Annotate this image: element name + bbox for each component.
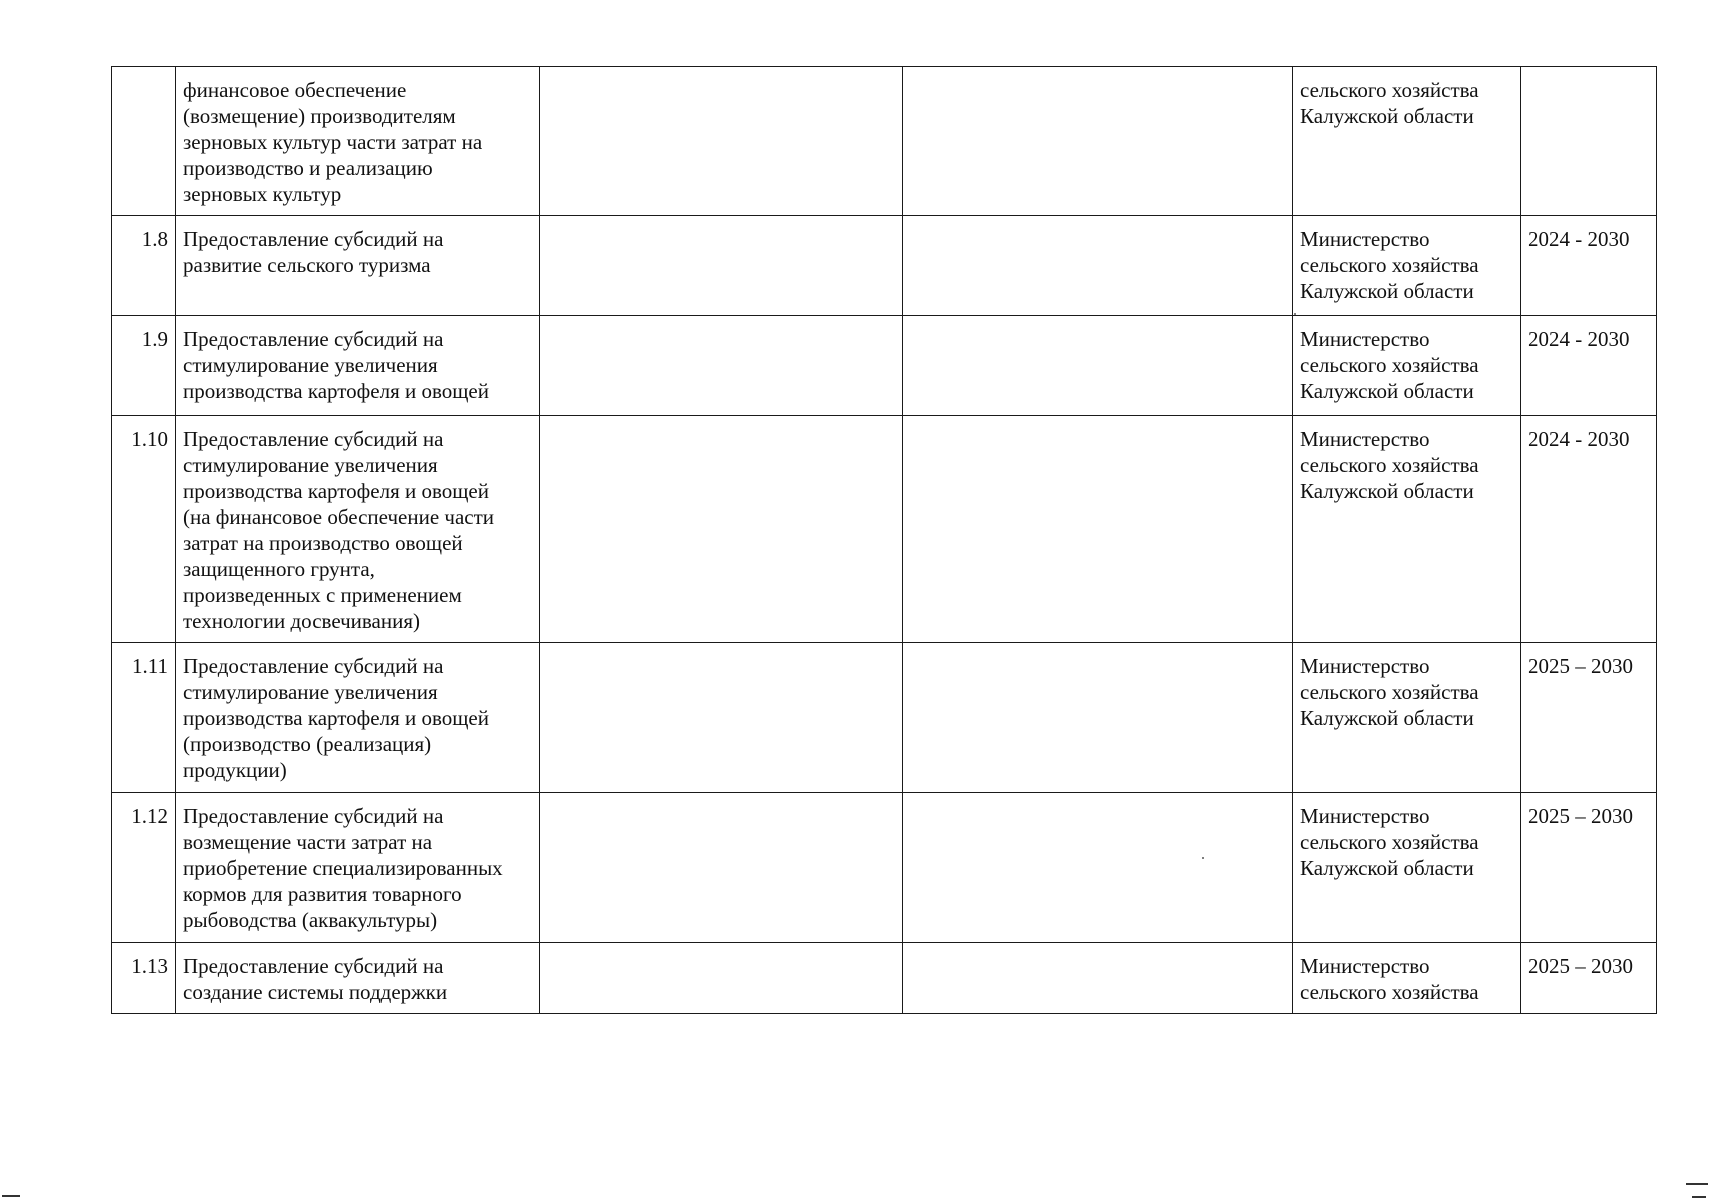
empty-cell (540, 316, 903, 416)
table-row (112, 216, 1657, 316)
executor-cell (1293, 316, 1521, 416)
measure-name-cell (176, 416, 540, 643)
executor-cell (1293, 643, 1521, 793)
executor-name: Министерство сельского хозяйства Калужской области (1300, 654, 1479, 730)
executor-name: Министерство сельского хозяйства Калужской области (1300, 327, 1479, 403)
measure-name-cell (176, 943, 540, 1014)
empty-cell (540, 67, 903, 216)
table-row (112, 316, 1657, 416)
executor-cell (1293, 793, 1521, 943)
implementation-period: 2024 - 2030 (1528, 327, 1630, 351)
executor-name: Министерство сельского хозяйства Калужской области (1300, 427, 1479, 503)
table-row (112, 643, 1657, 793)
period-cell (1521, 643, 1657, 793)
table-row (112, 67, 1657, 216)
executor-cell (1293, 943, 1521, 1014)
measure-name: Предоставление субсидий на создание системы поддержки (183, 954, 448, 1004)
measure-name: Предоставление субсидий на развитие сельского туризма (183, 227, 444, 277)
measure-name: финансовое обеспечение (возмещение) производителям зерновых культур части затрат на производство и реализацию зерновых культур (183, 78, 483, 206)
measure-name: Предоставление субсидий на возмещение части затрат на приобретение специализированных кормов для развития товарного рыбоводства (аквакультуры) (183, 804, 503, 932)
implementation-period: 2024 - 2030 (1528, 427, 1630, 451)
empty-cell (540, 793, 903, 943)
empty-cell (540, 416, 903, 643)
executor-name: Министерство сельского хозяйства Калужской области (1300, 804, 1479, 880)
implementation-period: 2024 - 2030 (1528, 227, 1630, 251)
empty-cell (903, 793, 1293, 943)
measure-name-cell (176, 316, 540, 416)
row-number: 1.10 (131, 427, 168, 451)
period-cell (1521, 67, 1657, 216)
row-number-cell (112, 67, 176, 216)
period-cell (1521, 316, 1657, 416)
scan-speck (1202, 857, 1204, 859)
measure-name-cell (176, 67, 540, 216)
scan-edge-mark (1686, 1183, 1708, 1185)
period-cell (1521, 216, 1657, 316)
scan-edge-mark (1692, 1196, 1706, 1198)
row-number: 1.9 (141, 327, 168, 351)
empty-cell (903, 67, 1293, 216)
measure-name-cell (176, 643, 540, 793)
executor-name: сельского хозяйства Калужской области (1300, 78, 1479, 128)
empty-cell (903, 316, 1293, 416)
implementation-period: 2025 – 2030 (1528, 804, 1633, 828)
measure-name-cell (176, 216, 540, 316)
empty-cell (540, 643, 903, 793)
row-number: 1.13 (131, 954, 168, 978)
row-number-cell (112, 316, 176, 416)
period-cell (1521, 416, 1657, 643)
measure-name: Предоставление субсидий на стимулирование увеличения производства картофеля и овощей (на финансовое обеспечение части затрат на производство овощей защищенного грунта, произведенных с применением технологии досвечивания) (183, 427, 495, 633)
row-number: 1.11 (132, 654, 168, 678)
table-body (112, 67, 1657, 1014)
row-number-cell (112, 216, 176, 316)
executor-cell (1293, 67, 1521, 216)
row-number-cell (112, 793, 176, 943)
measure-name-cell (176, 793, 540, 943)
empty-cell (903, 416, 1293, 643)
executor-cell (1293, 416, 1521, 643)
executor-name: Министерство сельского хозяйства Калужской области (1300, 227, 1479, 303)
row-number-cell (112, 943, 176, 1014)
empty-cell (903, 643, 1293, 793)
table-row (112, 416, 1657, 643)
implementation-period: 2025 – 2030 (1528, 654, 1633, 678)
scan-speck (1294, 313, 1296, 315)
row-number: 1.8 (141, 227, 168, 251)
row-number: 1.12 (131, 804, 168, 828)
period-cell (1521, 943, 1657, 1014)
implementation-period: 2025 – 2030 (1528, 954, 1633, 978)
empty-cell (903, 943, 1293, 1014)
period-cell (1521, 793, 1657, 943)
scan-edge-mark (2, 1195, 20, 1197)
row-number-cell (112, 643, 176, 793)
measures-table (111, 66, 1657, 1014)
empty-cell (903, 216, 1293, 316)
measure-name: Предоставление субсидий на стимулирование увеличения производства картофеля и овощей (производство (реализация) продукции) (183, 654, 489, 782)
table-row (112, 793, 1657, 943)
empty-cell (540, 943, 903, 1014)
table-row (112, 943, 1657, 1014)
empty-cell (540, 216, 903, 316)
executor-cell (1293, 216, 1521, 316)
measure-name: Предоставление субсидий на стимулирование увеличения производства картофеля и овощей (183, 327, 489, 403)
row-number-cell (112, 416, 176, 643)
executor-name: Министерство сельского хозяйства (1300, 954, 1479, 1004)
